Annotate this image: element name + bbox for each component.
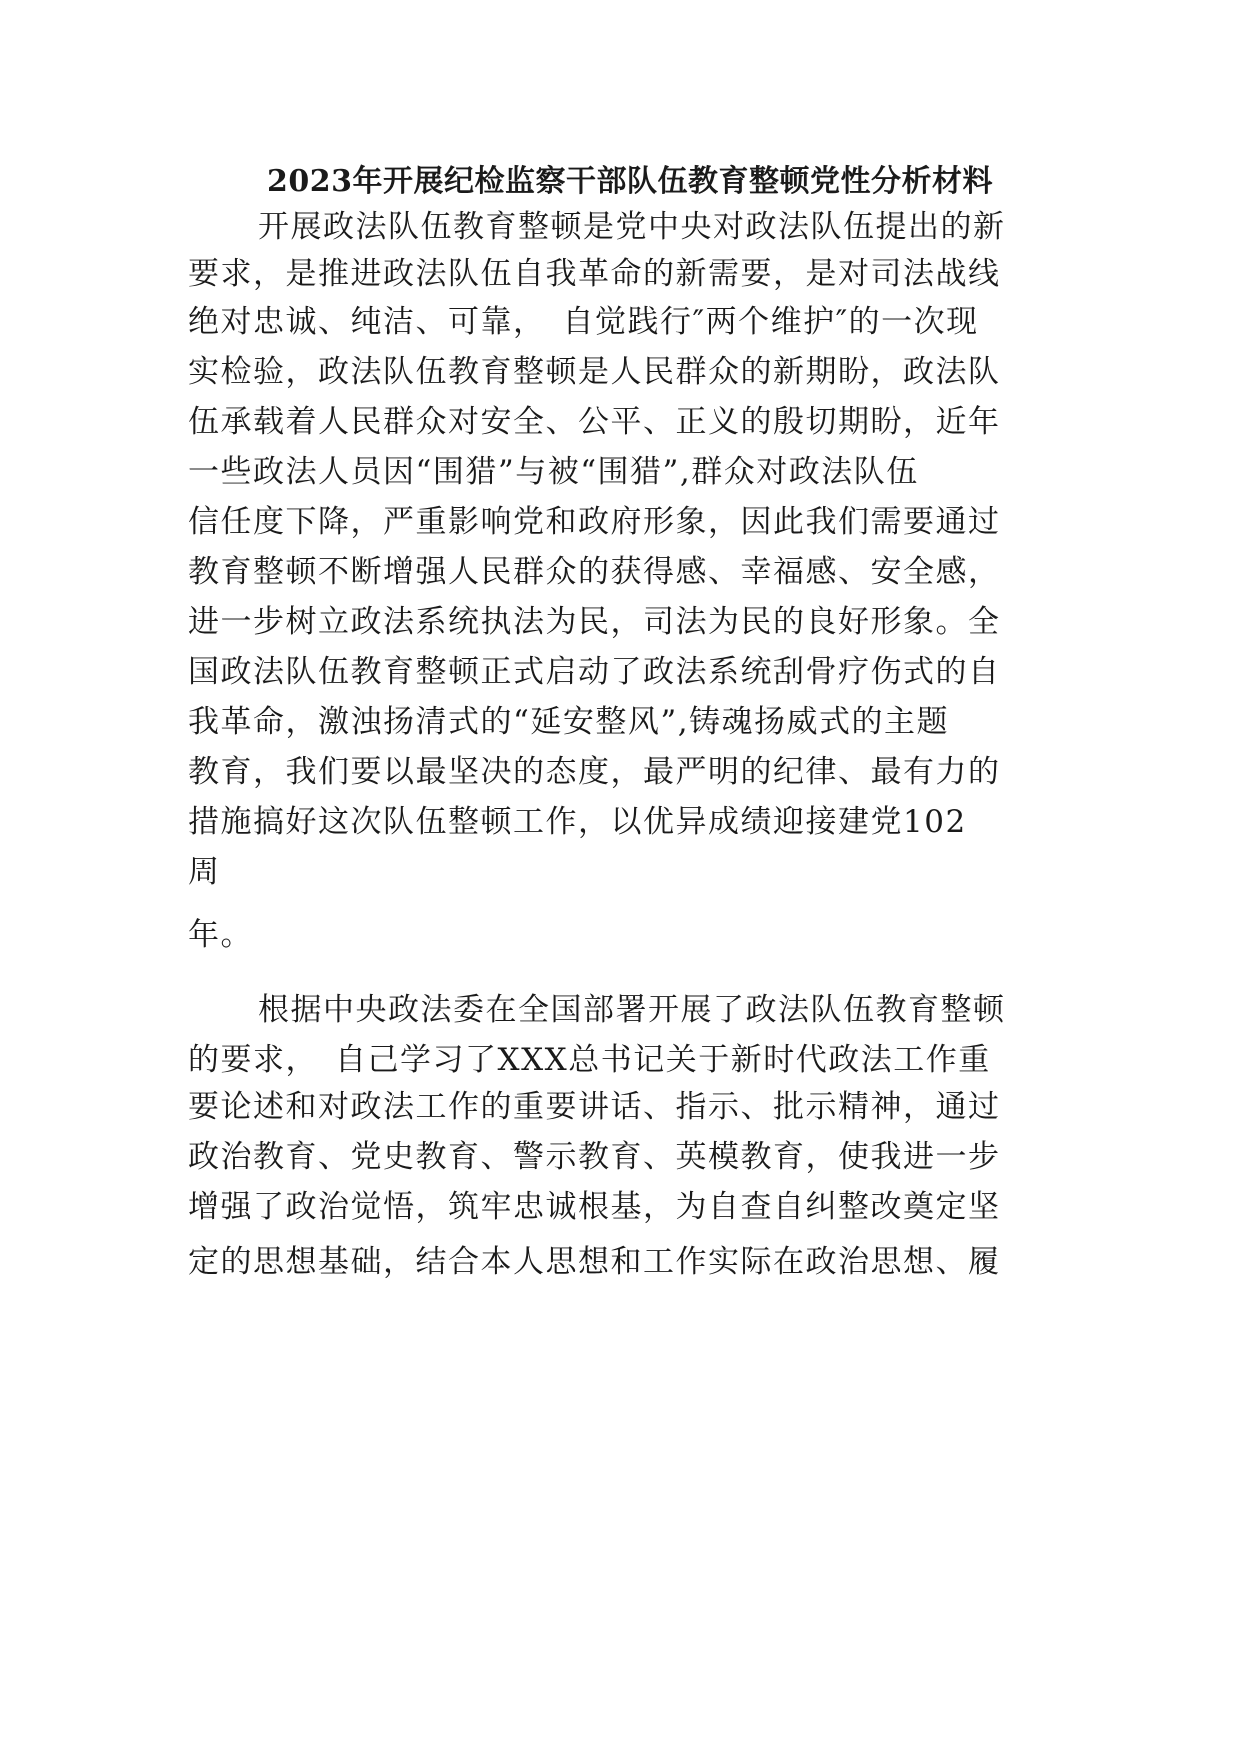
paragraph-2-line-4: 政治教育、党史教育、警示教育、英模教育，使我进一步 <box>188 1139 1001 1175</box>
paragraph-1-line-6: 一些政法人员因“围猎”与被“围猎”,群众对政法队伍 <box>188 454 919 490</box>
paragraph-1-line-3: 绝对忠诚、纯洁、可靠， 自觉践行″两个维护″的一次现 <box>188 304 979 340</box>
paragraph-2-line-1: 根据中央政法委在全国部署开展了政法队伍教育整顿 <box>258 992 1006 1028</box>
paragraph-1-line-15: 年。 <box>188 917 253 953</box>
document-title: 2023年开展纪检监察干部队伍教育整顿党性分析材料 <box>267 164 993 199</box>
paragraph-2-line-3: 要论述和对政法工作的重要讲话、指示、批示精神，通过 <box>188 1089 1001 1125</box>
paragraph-1-line-14: 周 <box>188 854 221 890</box>
paragraph-1-line-1: 开展政法队伍教育整顿是党中央对政法队伍提出的新 <box>258 209 1006 245</box>
paragraph-1-line-8: 教育整顿不断增强人民群众的获得感、幸福感、安全感， <box>188 554 1001 590</box>
paragraph-2-line-2: 的要求， 自己学习了XXX总书记关于新时代政法工作重 <box>188 1042 991 1078</box>
paragraph-1-line-5: 伍承载着人民群众对安全、公平、正义的殷切期盼，近年 <box>188 404 1001 440</box>
paragraph-1-line-12: 教育，我们要以最坚决的态度，最严明的纪律、最有力的 <box>188 754 1001 790</box>
paragraph-1-line-2: 要求，是推进政法队伍自我革命的新需要，是对司法战线 <box>188 256 1001 292</box>
paragraph-2-line-5: 增强了政治觉悟，筑牢忠诚根基，为自查自纠整改奠定坚 <box>188 1189 1001 1225</box>
paragraph-1-line-7: 信任度下降，严重影响党和政府形象，因此我们需要通过 <box>188 504 1001 540</box>
paragraph-1-line-13: 措施搞好这次队伍整顿工作，以优异成绩迎接建党102 <box>188 804 967 840</box>
paragraph-1-line-11: 我革命，激浊扬清式的“延安整风”,铸魂扬威式的主题 <box>188 704 950 740</box>
paragraph-1-line-9: 进一步树立政法系统执法为民，司法为民的良好形象。全 <box>188 604 1001 640</box>
paragraph-2-line-6: 定的思想基础，结合本人思想和工作实际在政治思想、履 <box>188 1244 1001 1280</box>
paragraph-1-line-10: 国政法队伍教育整顿正式启动了政法系统刮骨疗伤式的自 <box>188 654 1001 690</box>
paragraph-1-line-4: 实检验，政法队伍教育整顿是人民群众的新期盼，政法队 <box>188 354 1001 390</box>
